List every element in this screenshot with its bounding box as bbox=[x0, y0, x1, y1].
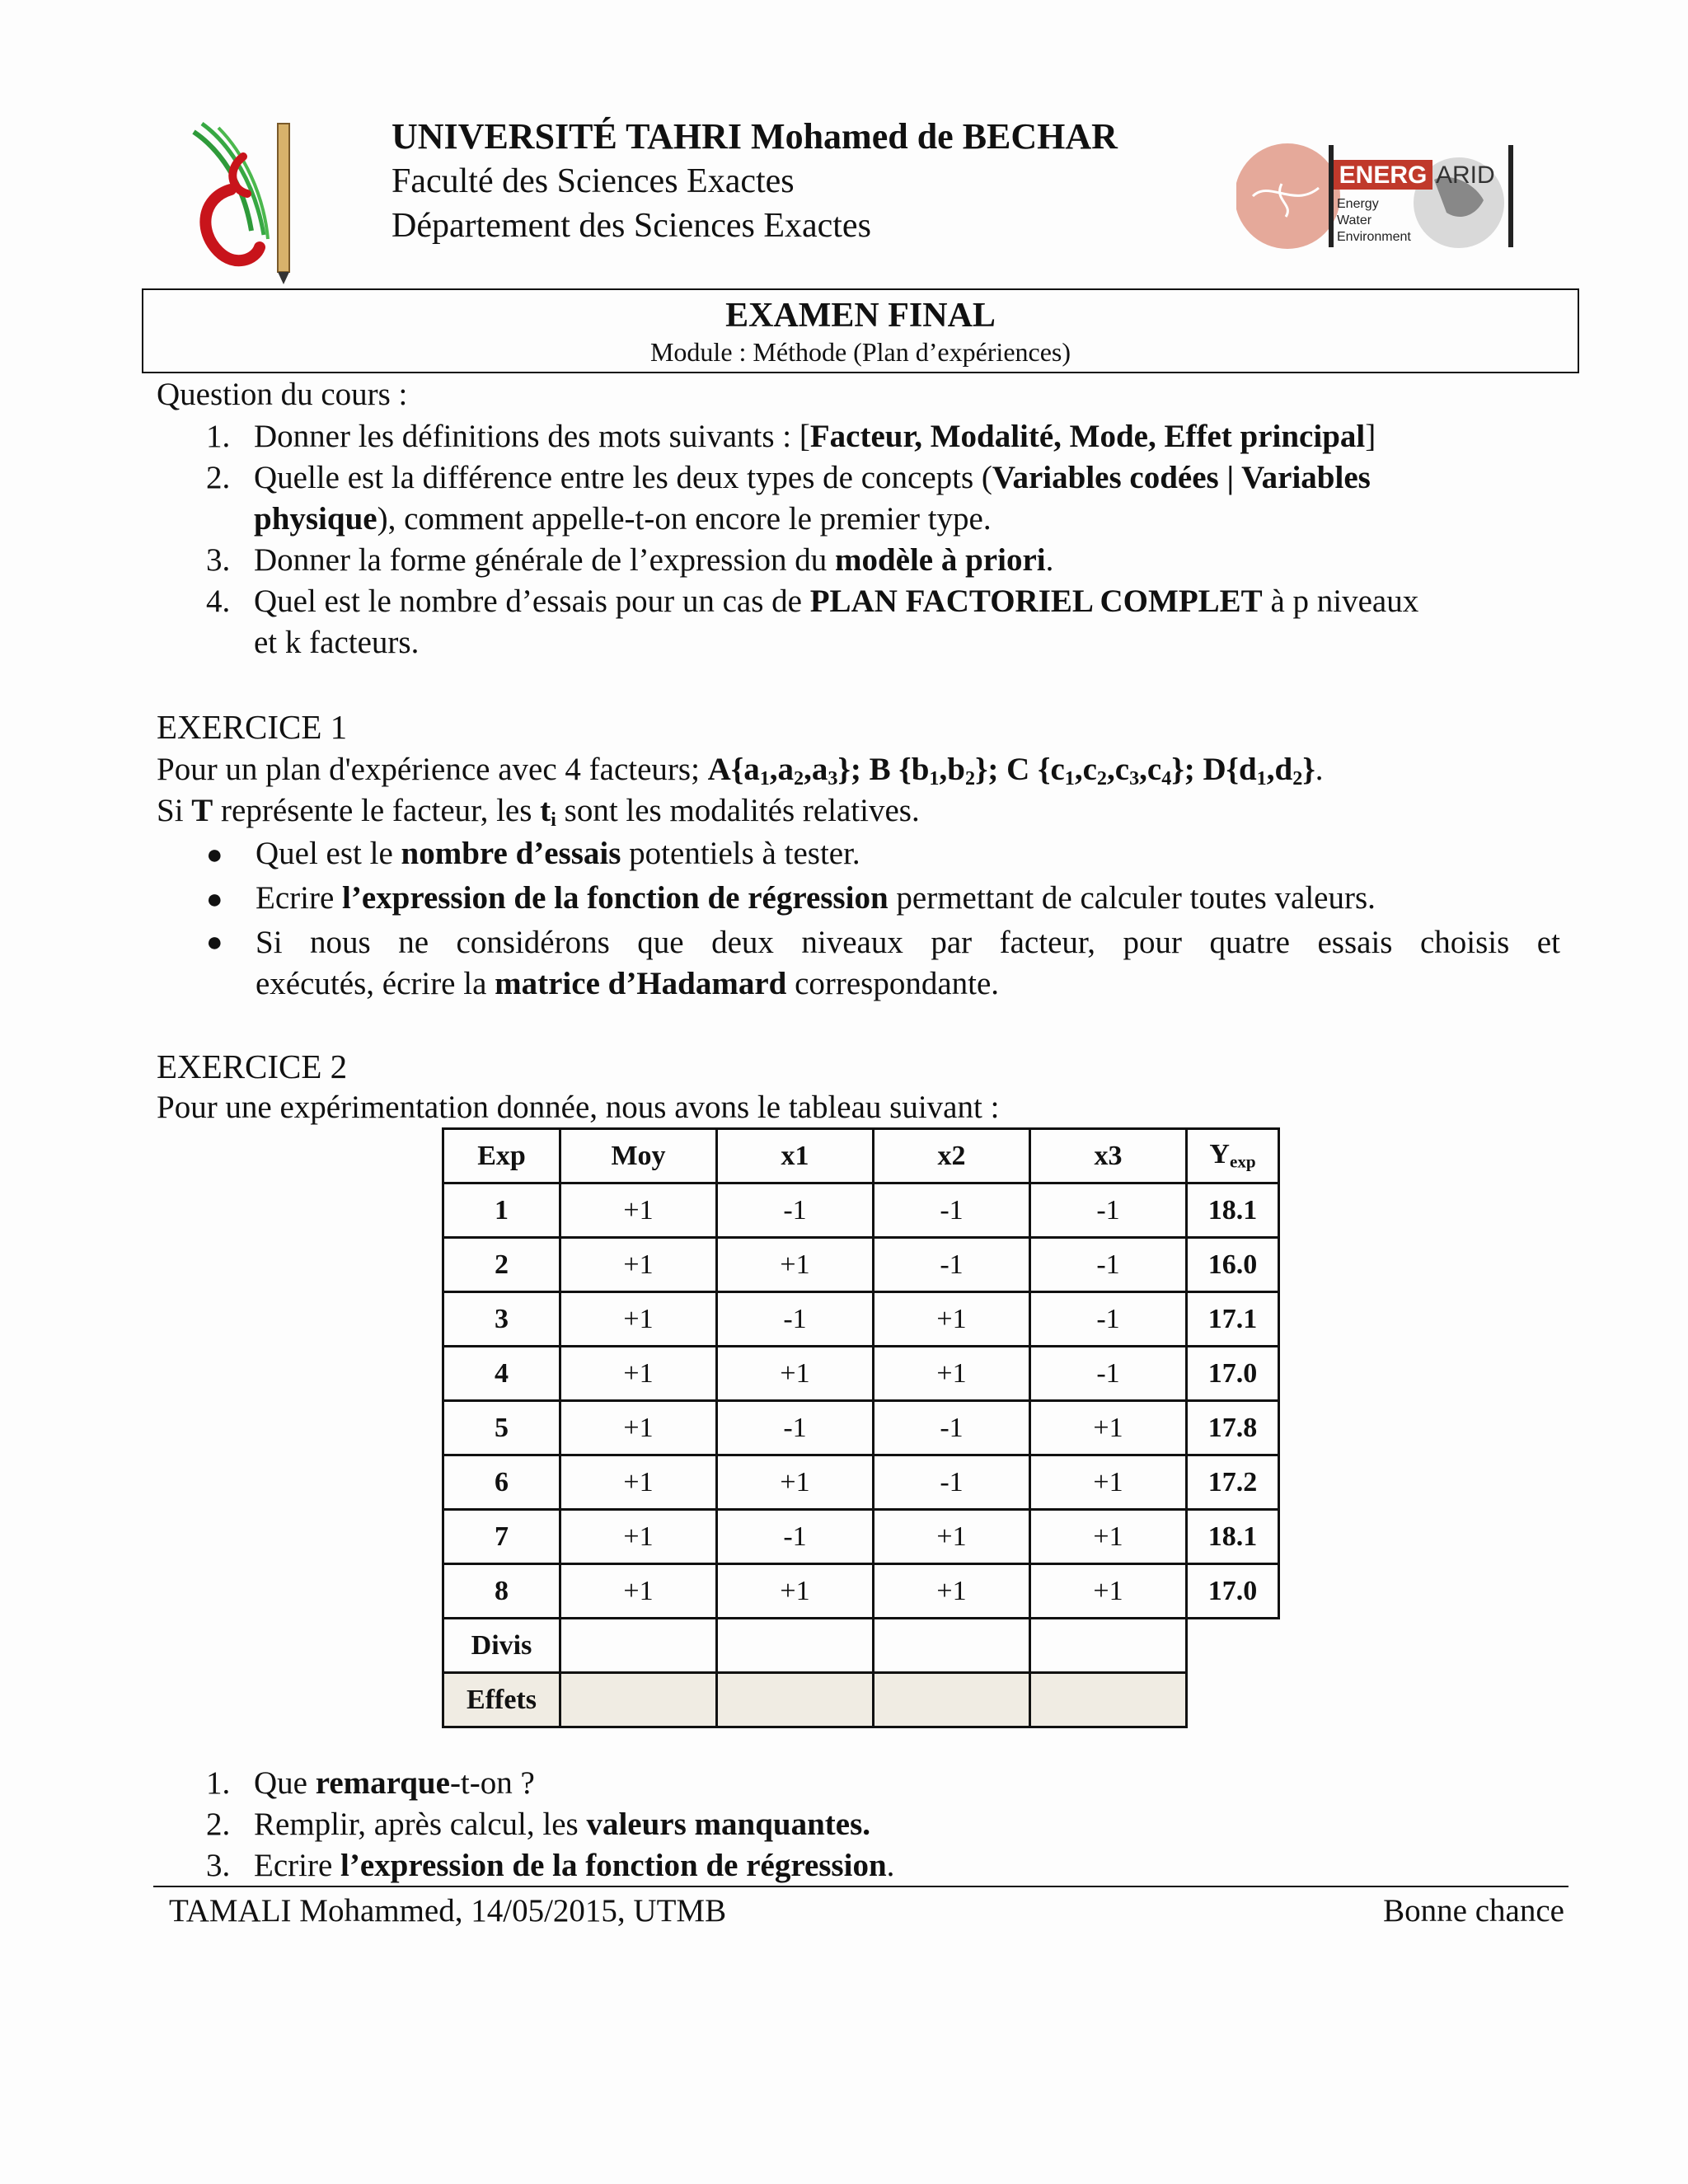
table-cell: 3 bbox=[443, 1292, 560, 1347]
table-cell: +1 bbox=[1030, 1401, 1187, 1455]
table-cell: -1 bbox=[1030, 1292, 1187, 1347]
table-cell-blank bbox=[1187, 1673, 1279, 1727]
exercise-1-bullet-3: ● Si nous ne considérons que deux niveaux par facteur, pour quatre essais choisis et bbox=[206, 925, 1560, 960]
table-cell: -1 bbox=[1030, 1238, 1187, 1292]
logo-line1: Energy bbox=[1337, 197, 1379, 211]
exercise-1-bullet-2: ● Ecrire l’expression de la fonction de régression permettant de calculer toutes valeurs. bbox=[206, 880, 1376, 916]
table-cell-empty bbox=[874, 1619, 1030, 1673]
table-cell-empty bbox=[717, 1673, 874, 1727]
table-cell-empty bbox=[874, 1673, 1030, 1727]
table-cell: 5 bbox=[443, 1401, 560, 1455]
table-cell-empty bbox=[560, 1673, 717, 1727]
table-cell: 17.8 bbox=[1187, 1401, 1279, 1455]
table-cell: -1 bbox=[874, 1401, 1030, 1455]
footer-good-luck: Bonne chance bbox=[1383, 1893, 1564, 1929]
logo-brand-text: ENERG bbox=[1339, 162, 1428, 189]
table-cell-empty bbox=[560, 1619, 717, 1673]
table-cell: +1 bbox=[560, 1347, 717, 1401]
table-cell: +1 bbox=[560, 1401, 717, 1455]
table-cell: +1 bbox=[560, 1564, 717, 1619]
table-cell-empty bbox=[1030, 1619, 1187, 1673]
exercise-2-question-2: 2. Remplir, après calcul, les valeurs manquantes. bbox=[206, 1807, 871, 1842]
table-cell: +1 bbox=[560, 1510, 717, 1564]
table-cell-empty bbox=[1030, 1673, 1187, 1727]
table-cell: -1 bbox=[1030, 1183, 1187, 1238]
table-cell: +1 bbox=[874, 1564, 1030, 1619]
exercise-2-heading: EXERCICE 2 bbox=[157, 1047, 348, 1085]
exercise-2-question-3: 3. Ecrire l’expression de la fonction de régression. bbox=[206, 1848, 895, 1883]
table-row-divis bbox=[443, 1619, 1279, 1673]
exercise-1-bullet-1: ● Quel est le nombre d’essais potentiels à tester. bbox=[206, 836, 860, 871]
table-cell: 2 bbox=[443, 1238, 560, 1292]
table-cell: +1 bbox=[560, 1292, 717, 1347]
table-cell: 17.1 bbox=[1187, 1292, 1279, 1347]
table-cell: 17.0 bbox=[1187, 1564, 1279, 1619]
table-cell: 8 bbox=[443, 1564, 560, 1619]
header-yexp: $Y_{exp}$ bbox=[1187, 1129, 1279, 1183]
table-row bbox=[443, 1292, 1279, 1347]
header-x2: x2 bbox=[874, 1129, 1030, 1183]
exercise-1-intro-2: Si T représente le facteur, les $t_i$ sont les modalités relatives. bbox=[157, 793, 920, 832]
divis-label: Divis bbox=[443, 1619, 560, 1673]
course-heading: Question du cours : bbox=[157, 377, 408, 412]
table-cell: +1 bbox=[717, 1455, 874, 1510]
table-cell: 6 bbox=[443, 1455, 560, 1510]
university-name: UNIVERSITÉ TAHRI Mohamed de BECHAR bbox=[392, 116, 1118, 157]
table-row bbox=[443, 1455, 1279, 1510]
exercise-2-question-1: 1. Que remarque-t-on ? bbox=[206, 1765, 535, 1801]
exercise-1-heading: EXERCICE 1 bbox=[157, 708, 348, 746]
course-question-3: 3. Donner la forme générale de l’expression du modèle à priori. bbox=[206, 542, 1054, 578]
faculty-name: Faculté des Sciences Exactes bbox=[392, 162, 795, 200]
table-cell: +1 bbox=[874, 1510, 1030, 1564]
table-cell: -1 bbox=[717, 1183, 874, 1238]
exercise-2-intro: Pour une expérimentation donnée, nous avons le tableau suivant : bbox=[157, 1090, 1000, 1125]
course-question-1: 1. Donner les définitions des mots suivants : [Facteur, Modalité, Mode, Effet principal] bbox=[206, 419, 1376, 454]
footer-author: TAMALI Mohammed, 14/05/2015, UTMB bbox=[169, 1893, 727, 1929]
table-row bbox=[443, 1564, 1279, 1619]
header-exp: Exp bbox=[443, 1129, 560, 1183]
course-question-4: 4. Quel est le nombre d’essais pour un cas de PLAN FACTORIEL COMPLET à p niveaux bbox=[206, 583, 1419, 619]
table-cell-empty bbox=[717, 1619, 874, 1673]
table-cell: +1 bbox=[717, 1347, 874, 1401]
logo-line2: Water bbox=[1337, 213, 1372, 227]
table-cell: +1 bbox=[1030, 1564, 1187, 1619]
effets-label: Effets bbox=[443, 1673, 560, 1727]
exercise-1-bullet-3-cont: exécutés, écrire la matrice d’Hadamard correspondante. bbox=[256, 966, 1000, 1001]
table-cell: +1 bbox=[1030, 1455, 1187, 1510]
table-cell: +1 bbox=[1030, 1510, 1187, 1564]
table-cell: +1 bbox=[717, 1238, 874, 1292]
table-cell: -1 bbox=[717, 1292, 874, 1347]
table-row bbox=[443, 1183, 1279, 1238]
table-header-row bbox=[443, 1129, 1279, 1183]
table-cell: 17.0 bbox=[1187, 1347, 1279, 1401]
experiment-table bbox=[442, 1127, 1280, 1728]
energarid-logo bbox=[1236, 138, 1525, 254]
table-cell: +1 bbox=[717, 1564, 874, 1619]
header-x3: x3 bbox=[1030, 1129, 1187, 1183]
university-logo bbox=[185, 107, 309, 284]
table-cell: 18.1 bbox=[1187, 1510, 1279, 1564]
table-cell: +1 bbox=[560, 1455, 717, 1510]
table-cell: -1 bbox=[874, 1455, 1030, 1510]
table-cell: 16.0 bbox=[1187, 1238, 1279, 1292]
footer-divider bbox=[153, 1886, 1568, 1887]
logo-line3: Environment bbox=[1337, 230, 1411, 244]
table-cell: 4 bbox=[443, 1347, 560, 1401]
table-cell: -1 bbox=[1030, 1347, 1187, 1401]
table-cell: 17.2 bbox=[1187, 1455, 1279, 1510]
course-question-4-cont: et k facteurs. bbox=[254, 625, 420, 660]
table-row bbox=[443, 1510, 1279, 1564]
header-x1: x1 bbox=[717, 1129, 874, 1183]
exercise-1-intro: Pour un plan d'expérience avec 4 facteurs; $A\{a_1,a_2,a_3\}$; B $\{b_1,b_2\}$; C $\{c_1,c_2,c_3,c_4\}$; $D\{d_1,d_2\}$. bbox=[157, 752, 1324, 790]
exam-title: EXAMEN FINAL bbox=[725, 297, 996, 335]
course-question-2: 2. Quelle est la différence entre les deux types de concepts (Variables codées | Variables bbox=[206, 460, 1371, 495]
header-moy: Moy bbox=[560, 1129, 717, 1183]
table-cell: -1 bbox=[717, 1401, 874, 1455]
table-cell: +1 bbox=[874, 1292, 1030, 1347]
table-row bbox=[443, 1401, 1279, 1455]
table-cell-blank bbox=[1187, 1619, 1279, 1673]
table-row bbox=[443, 1347, 1279, 1401]
table-cell: -1 bbox=[874, 1238, 1030, 1292]
table-row bbox=[443, 1238, 1279, 1292]
course-question-2-cont: physique), comment appelle-t-on encore le premier type. bbox=[254, 501, 992, 537]
department-name: Département des Sciences Exactes bbox=[392, 207, 871, 245]
logo-brand2-text: ARID bbox=[1436, 162, 1495, 189]
table-cell: 1 bbox=[443, 1183, 560, 1238]
table-cell: 7 bbox=[443, 1510, 560, 1564]
table-cell: 18.1 bbox=[1187, 1183, 1279, 1238]
table-row-effets bbox=[443, 1673, 1279, 1727]
table-cell: +1 bbox=[874, 1347, 1030, 1401]
table-cell: +1 bbox=[560, 1183, 717, 1238]
table-cell: -1 bbox=[717, 1510, 874, 1564]
table-cell: -1 bbox=[874, 1183, 1030, 1238]
exam-title-box bbox=[142, 288, 1579, 373]
module-name: Module : Méthode (Plan d’expériences) bbox=[649, 337, 1071, 367]
table-cell: +1 bbox=[560, 1238, 717, 1292]
